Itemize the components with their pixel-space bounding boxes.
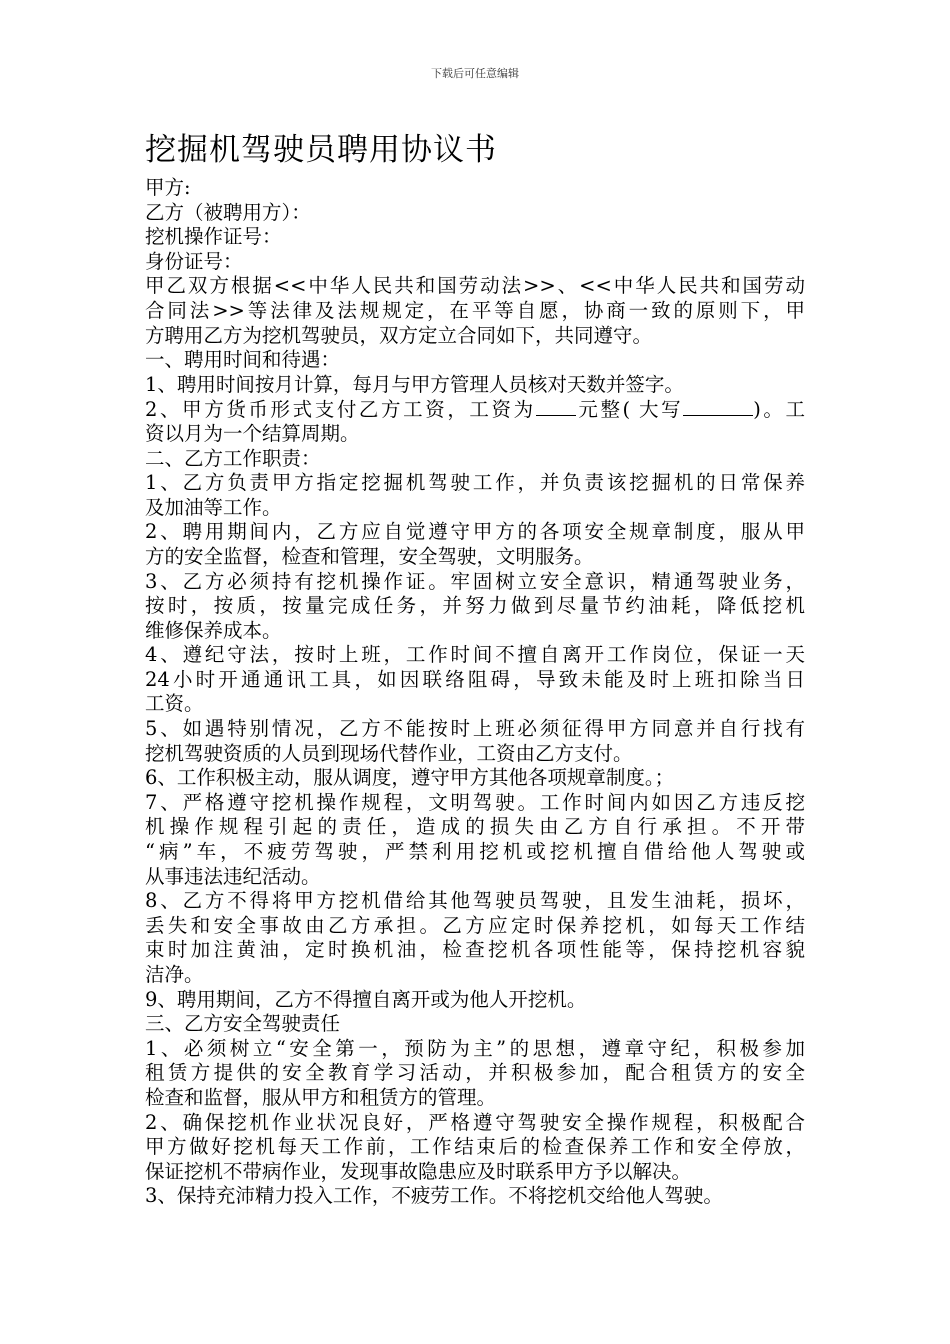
paragraph-line: 工资。 [145,692,204,716]
document-title: 挖掘机驾驶员聘用协议书 [145,132,497,168]
operator-cert-line: 挖机操作证号： [145,225,282,249]
paragraph-line: 甲乙双方根据<<中华人民共和国劳动法>>、<<中华人民共和国劳动 [145,274,805,298]
paragraph-line: 保证挖机不带病作业，发现事故隐患应及时联系甲方予以解决。 [145,1159,692,1183]
paragraph-line: 2、确保挖机作业状况良好，严格遵守驾驶安全操作规程，积极配合 [145,1110,805,1134]
paragraph-line: 机操作规程引起的责任，造成的损失由乙方自行承担。不开带 [145,815,805,839]
wage-unit: 元整( [575,398,631,422]
paragraph-line: 6、工作积极主动，服从调度，遵守甲方其他各项规章制度。； [145,766,675,790]
wage-words-label: 大写 [638,398,684,422]
paragraph-line: 3、保持充沛精力投入工作，不疲劳工作。不将挖机交给他人驾驶。 [145,1184,723,1208]
paragraph-line: 7、严格遵守挖机操作规程，文明驾驶。工作时间内如因乙方违反挖 [145,790,805,814]
paragraph-line: 及加油等工作。 [145,495,282,519]
wage-words-blank [683,397,753,416]
paragraph-line: 维修保养成本。 [145,618,282,642]
paragraph-line: 合同法>>等法律及法规规定，在平等自愿，协商一致的原则下，甲 [145,298,805,322]
party-a-line: 甲方: [145,176,191,199]
paragraph-line: 甲方做好挖机每天工作前，工作结束后的检查保养工作和安全停放， [145,1135,805,1159]
section-heading: 二、乙方工作职责： [145,446,321,470]
wage-line [145,397,805,422]
id-number-line: 身份证号： [145,249,243,273]
paragraph-line: 1、聘用时间按月计算，每月与甲方管理人员核对天数并签字。 [145,372,684,396]
paragraph-line: 1、乙方负责甲方指定挖掘机驾驶工作，并负责该挖掘机的日常保养 [145,471,805,495]
paragraph-line: 挖机驾驶资质的人员到现场代替作业，工资由乙方支付。 [145,741,633,765]
paragraph-line: 2、聘用期间内，乙方应自觉遵守甲方的各项安全规章制度，服从甲 [145,520,805,544]
paragraph-line: 资以月为一个结算周期。 [145,421,360,445]
paragraph-line: 方聘用乙方为挖机驾驶员，双方定立合同如下，共同遵守。 [145,323,653,347]
paragraph-line: 4、遵纪守法，按时上班，工作时间不擅自离开工作岗位，保证一天 [145,643,805,667]
paragraph-line: 按时，按质，按量完成任务，并努力做到尽量节约油耗，降低挖机 [145,594,805,618]
paragraph-line: 检查和监督，服从甲方和租赁方的管理。 [145,1085,497,1109]
paragraph-line: 方的安全监督，检查和管理，安全驾驶，文明服务。 [145,544,594,568]
document-body [145,176,805,1209]
paragraph-line: 1、必须树立“安全第一，预防为主”的思想，遵章守纪，积极参加 [145,1036,805,1060]
paragraph-line: 束时加注黄油，定时换机油，检查挖机各项性能等，保持挖机容貌 [145,938,805,962]
paragraph-line: 租赁方提供的安全教育学习活动，并积极参加，配合租赁方的安全 [145,1061,805,1085]
paragraph-line: 8、乙方不得将甲方挖机借给其他驾驶员驾驶，且发生油耗，损坏， [145,889,805,913]
section-heading: 一、聘用时间和待遇： [145,348,341,372]
header-note: 下载后可任意编辑 [431,67,519,80]
party-b-line: 乙方（被聘用方）： [145,200,311,224]
paragraph-line: 9、聘用期间，乙方不得擅自离开或为他人开挖机。 [145,987,587,1011]
wage-line-prefix: 2、甲方货币形式支付乙方工资，工资为 [145,398,536,422]
wage-line-tail: )。工 [753,398,805,422]
paragraph-line: 洁净。 [145,963,204,986]
wage-amount-blank [536,397,576,416]
paragraph-line: 从事违法违纪活动。 [145,864,321,888]
paragraph-line: 丢失和安全事故由乙方承担。乙方应定时保养挖机，如每天工作结 [145,913,805,937]
paragraph-line: 5、如遇特别情况，乙方不能按时上班必须征得甲方同意并自行找有 [145,717,805,741]
paragraph-line: 24小时开通通讯工具，如因联络阻碍，导致未能及时上班扣除当日 [145,667,805,691]
paragraph-line: 3、乙方必须持有挖机操作证。牢固树立安全意识，精通驾驶业务， [145,569,805,593]
paragraph-line: “病”车，不疲劳驾驶，严禁利用挖机或挖机擅自借给他人驾驶或 [145,840,805,864]
section-heading: 三、乙方安全驾驶责任 [145,1012,341,1036]
